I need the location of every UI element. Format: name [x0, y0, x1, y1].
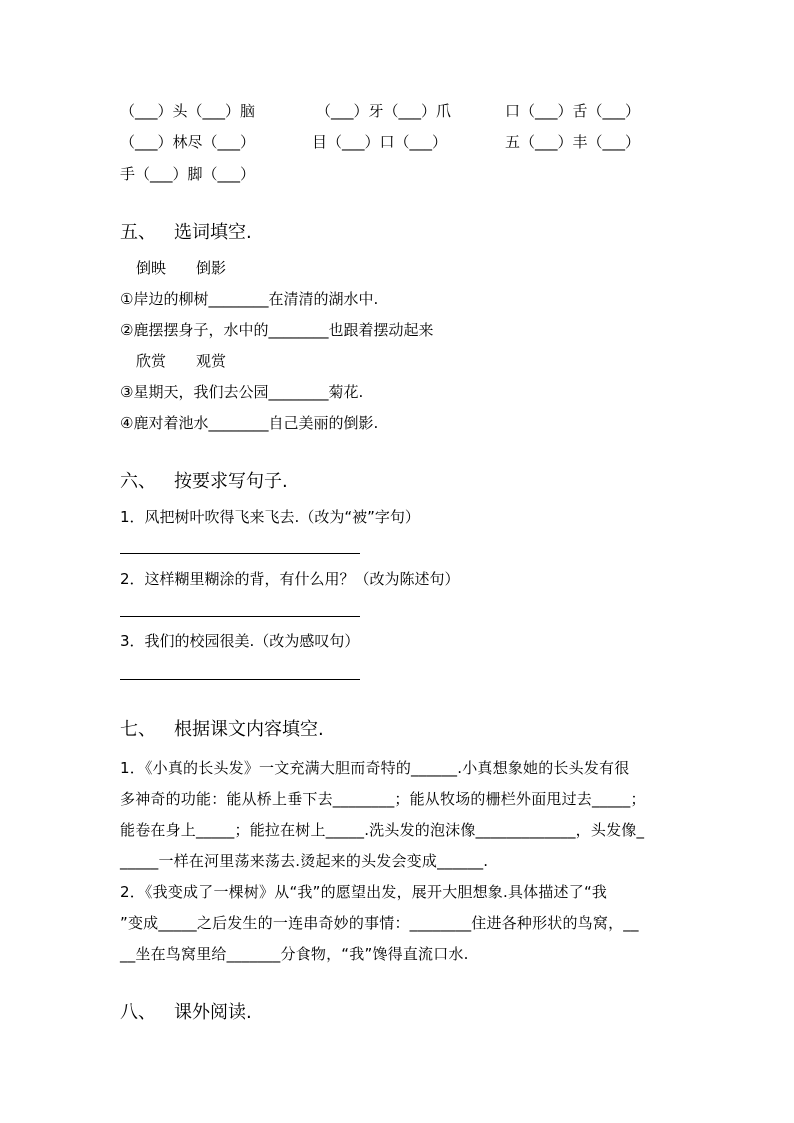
section-number: 六、	[120, 471, 156, 492]
section-number: 八、	[120, 1002, 156, 1023]
text-line: _____一样在河里荡来荡去.烫起来的头发会变成______.	[120, 852, 489, 870]
section-heading	[120, 1001, 252, 1025]
question-line: ④鹿对着池水________自己美丽的倒影.	[120, 414, 379, 432]
idiom-item: 五（___）丰（___）	[505, 133, 641, 151]
text-line: ”变成_____之后发生的一连串奇妙的事情：________住进各种形状的鸟窝，__	[120, 914, 639, 932]
section-number: 五、	[120, 222, 156, 243]
word-choices: 倒映 倒影	[136, 259, 227, 277]
section-title: 根据课文内容填空.	[174, 719, 324, 740]
word-choices: 欣赏 观赏	[136, 352, 227, 370]
text-line: __坐在鸟窝里给_______分食物，“我”馋得直流口水.	[120, 945, 469, 963]
section-heading	[120, 221, 252, 245]
text-line: 多神奇的功能：能从桥上垂下去________；能从牧场的栅栏外面甩过去_____；	[120, 790, 646, 808]
answer-line[interactable]	[120, 679, 360, 680]
text-line: 能卷在身上_____；能拉在树上_____.洗头发的泡沫像_____________，头发像_	[120, 821, 645, 839]
idiom-item: （___）头（___）脑	[120, 102, 256, 120]
section-heading	[120, 470, 288, 494]
question-line: 1．风把树叶吹得飞来飞去.（改为“被”字句）	[120, 508, 420, 526]
text-line: 2．《我变成了一棵树》从“我”的愿望出发，展开大胆想象.具体描述了“我	[120, 883, 608, 901]
idiom-item: 手（___）脚（___）	[120, 165, 256, 183]
section-title: 按要求写句子.	[174, 471, 288, 492]
section-title: 选词填空.	[174, 222, 252, 243]
answer-line[interactable]	[120, 616, 360, 617]
idiom-item: （___）林尽（___）	[120, 133, 256, 151]
question-line: ①岸边的柳树________在清清的湖水中.	[120, 290, 379, 308]
section-number: 七、	[120, 719, 156, 740]
idiom-item: （___）牙（___）爪	[316, 102, 452, 120]
section-title: 课外阅读.	[174, 1002, 252, 1023]
text-line: 1．《小真的长头发》一文充满大胆而奇特的______.小真想象她的长头发有很	[120, 759, 630, 777]
question-line: 2．这样糊里糊涂的背，有什么用？（改为陈述句）	[120, 570, 460, 588]
question-line: ③星期天，我们去公园________菊花.	[120, 383, 364, 401]
question-line: ②鹿摆摆身子，水中的________也跟着摆动起来	[120, 321, 434, 339]
section-heading	[120, 718, 324, 742]
idiom-item: 目（___）口（___）	[312, 133, 448, 151]
answer-line[interactable]	[120, 553, 360, 554]
question-line: 3．我们的校园很美.（改为感叹句）	[120, 632, 360, 650]
idiom-item: 口（___）舌（___）	[505, 102, 641, 120]
